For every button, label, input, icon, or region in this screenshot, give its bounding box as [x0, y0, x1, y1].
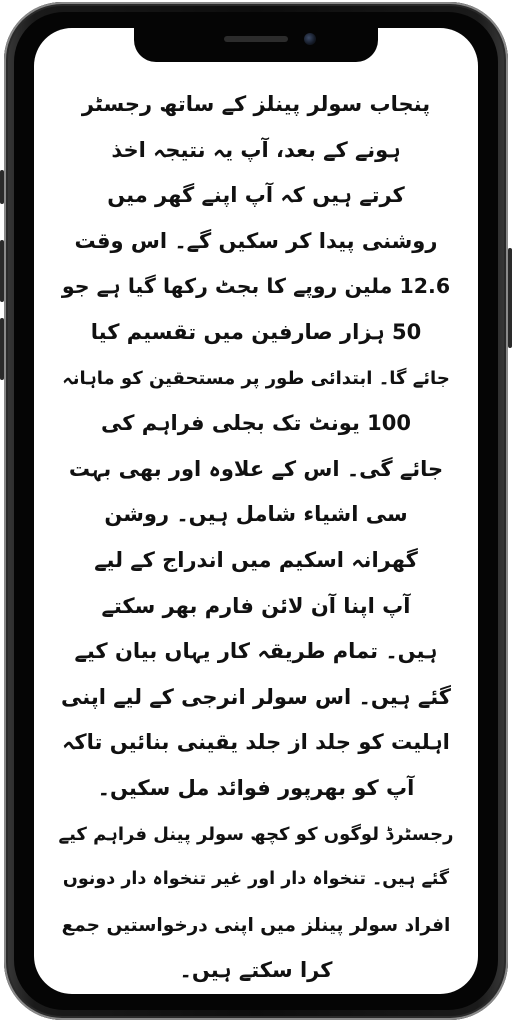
mute-switch [0, 170, 4, 204]
text-line: گئے ہیں۔ اس سولر انرجی کے لیے اپنی [61, 684, 451, 709]
camera-icon [304, 33, 316, 45]
text-line: کرا سکتے ہیں۔ [179, 958, 333, 983]
text-line: گئے ہیں۔ تنخواہ دار اور غیر تنخواہ دار دونوں [62, 869, 450, 890]
text-line: سی اشیاء شامل ہیں۔ روشن [104, 502, 408, 527]
text-line: روشنی پیدا کر سکیں گے۔ اس وقت [74, 228, 438, 253]
text-line: جائے گا۔ ابتدائی طور پر مستحقین کو ماہانہ [62, 367, 450, 389]
text-line: ہونے کے بعد، آپ یہ نتیجہ اخذ [111, 137, 401, 162]
text-line: آپ کو بھرپور فوائد مل سکیں۔ [97, 775, 415, 800]
notch [134, 28, 378, 62]
article-text [58, 82, 454, 982]
text-line: اہلیت کو جلد از جلد یقینی بنائیں تاکہ [62, 730, 450, 755]
text-line: 12.6 ملین روپے کا بجٹ رکھا گیا ہے جو [61, 274, 451, 299]
text-line: آپ اپنا آن لائن فارم بھر سکتے [101, 593, 411, 618]
text-line: ہیں۔ تمام طریقہ کار یہاں بیان کیے [74, 639, 438, 664]
volume-down-button [0, 318, 4, 380]
text-line: 100 یونٹ تک بجلی فراہم کی [100, 411, 412, 436]
text-line: پنجاب سولر پینلز کے ساتھ رجسٹر [81, 92, 431, 116]
text-line: کرتے ہیں کہ آپ اپنے گھر میں [107, 183, 405, 208]
text-line: گھرانہ اسکیم میں اندراج کے لیے [94, 547, 418, 572]
text-line: افراد سولر پینلز میں اپنی درخواستیں جمع [61, 914, 451, 936]
text-line: 50 ہزار صارفین میں تقسیم کیا [90, 319, 422, 344]
speaker-icon [224, 36, 288, 42]
text-line: رجسٹرڈ لوگوں کو کچھ سولر پینل فراہم کیے [58, 823, 454, 845]
text-line: جائے گی۔ اس کے علاوہ اور بھی بہت [68, 456, 444, 481]
power-button [508, 248, 512, 348]
volume-up-button [0, 240, 4, 302]
